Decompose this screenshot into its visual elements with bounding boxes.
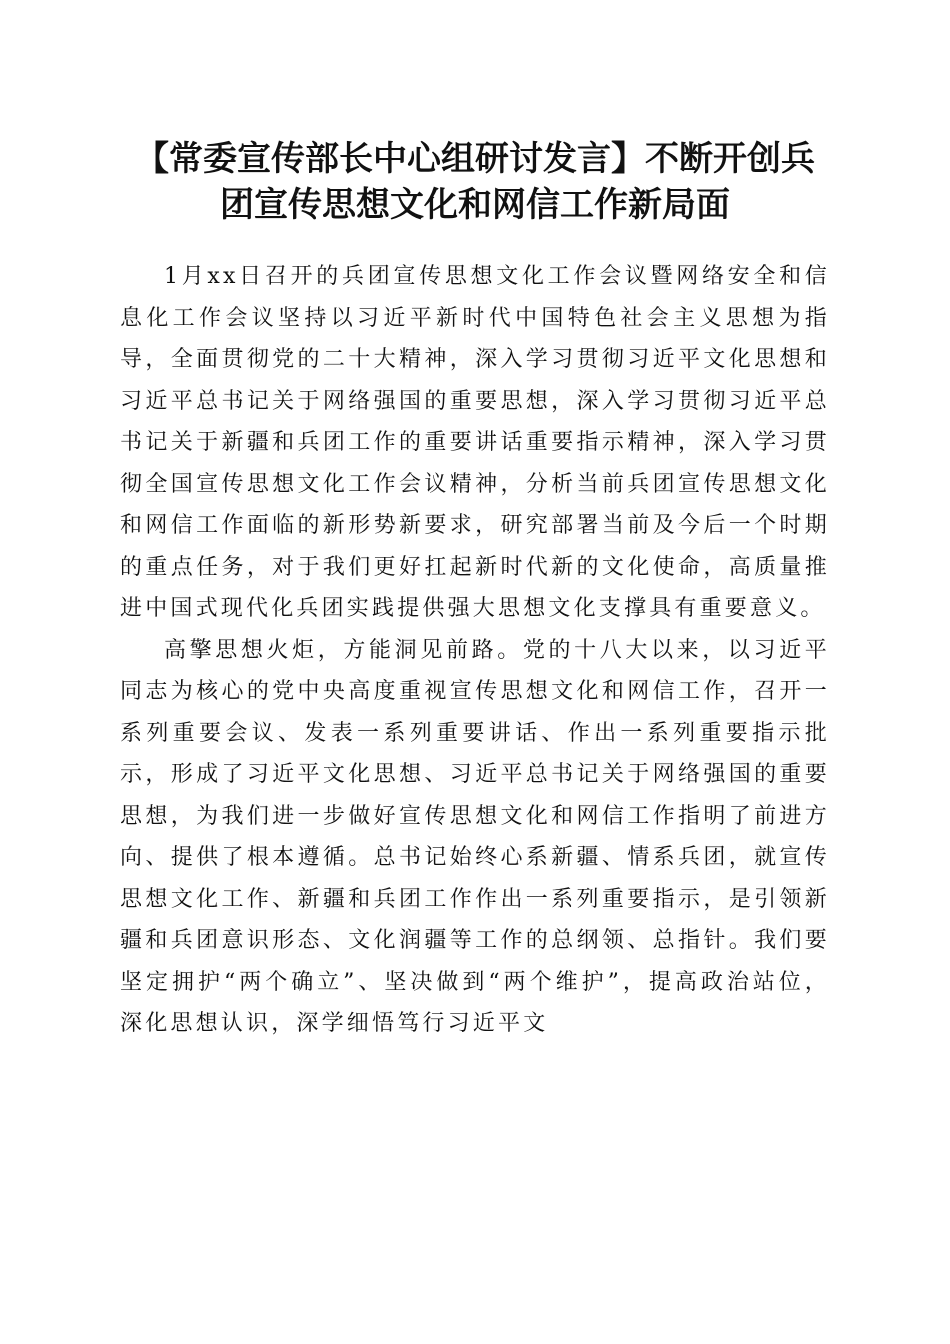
title-line-1: 【常委宣传部长中心组研讨发言】不断开创兵: [135, 139, 815, 179]
title-line-2: 团宣传思想文化和网信工作新局面: [220, 185, 730, 225]
page-title: [100, 136, 850, 228]
document-body: [120, 256, 830, 1045]
paragraph-1: 1月xx日召开的兵团宣传思想文化工作会议暨网络安全和信息化工作会议坚持以习近平新时代中国特色社会主义思想为指导，全面贯彻党的二十大精神，深入学习贯彻习近平文化思想和习近平总书记关于网络强国的重要思想，深入学习贯彻习近平总书记关于新疆和兵团工作的重要讲话重要指示精神，深入学习贯彻全国宣传思想文化工作会议精神，分析当前兵团宣传思想文化和网信工作面临的新形势新要求，研究部署当前及今后一个时期的重点任务，对于我们更好扛起新时代新的文化使命，高质量推进中国式现代化兵团实践提供强大思想文化支撑具有重要意义。: [120, 264, 830, 621]
paragraph-2: 高擎思想火炬，方能洞见前路。党的十八大以来，以习近平同志为核心的党中央高度重视宣传思想文化和网信工作，召开一系列重要会议、发表一系列重要讲话、作出一系列重要指示批示，形成了习近平文化思想、习近平总书记关于网络强国的重要思想，为我们进一步做好宣传思想文化和网信工作指明了前进方向、提供了根本遵循。总书记始终心系新疆、情系兵团，就宣传思想文化工作、新疆和兵团工作作出一系列重要指示，是引领新疆和兵团意识形态、文化润疆等工作的总纲领、总指针。我们要坚定拥护“两个确立”、坚决做到“两个维护”，提高政治站位，深化思想认识，深学细悟笃行习近平文: [120, 637, 830, 1036]
